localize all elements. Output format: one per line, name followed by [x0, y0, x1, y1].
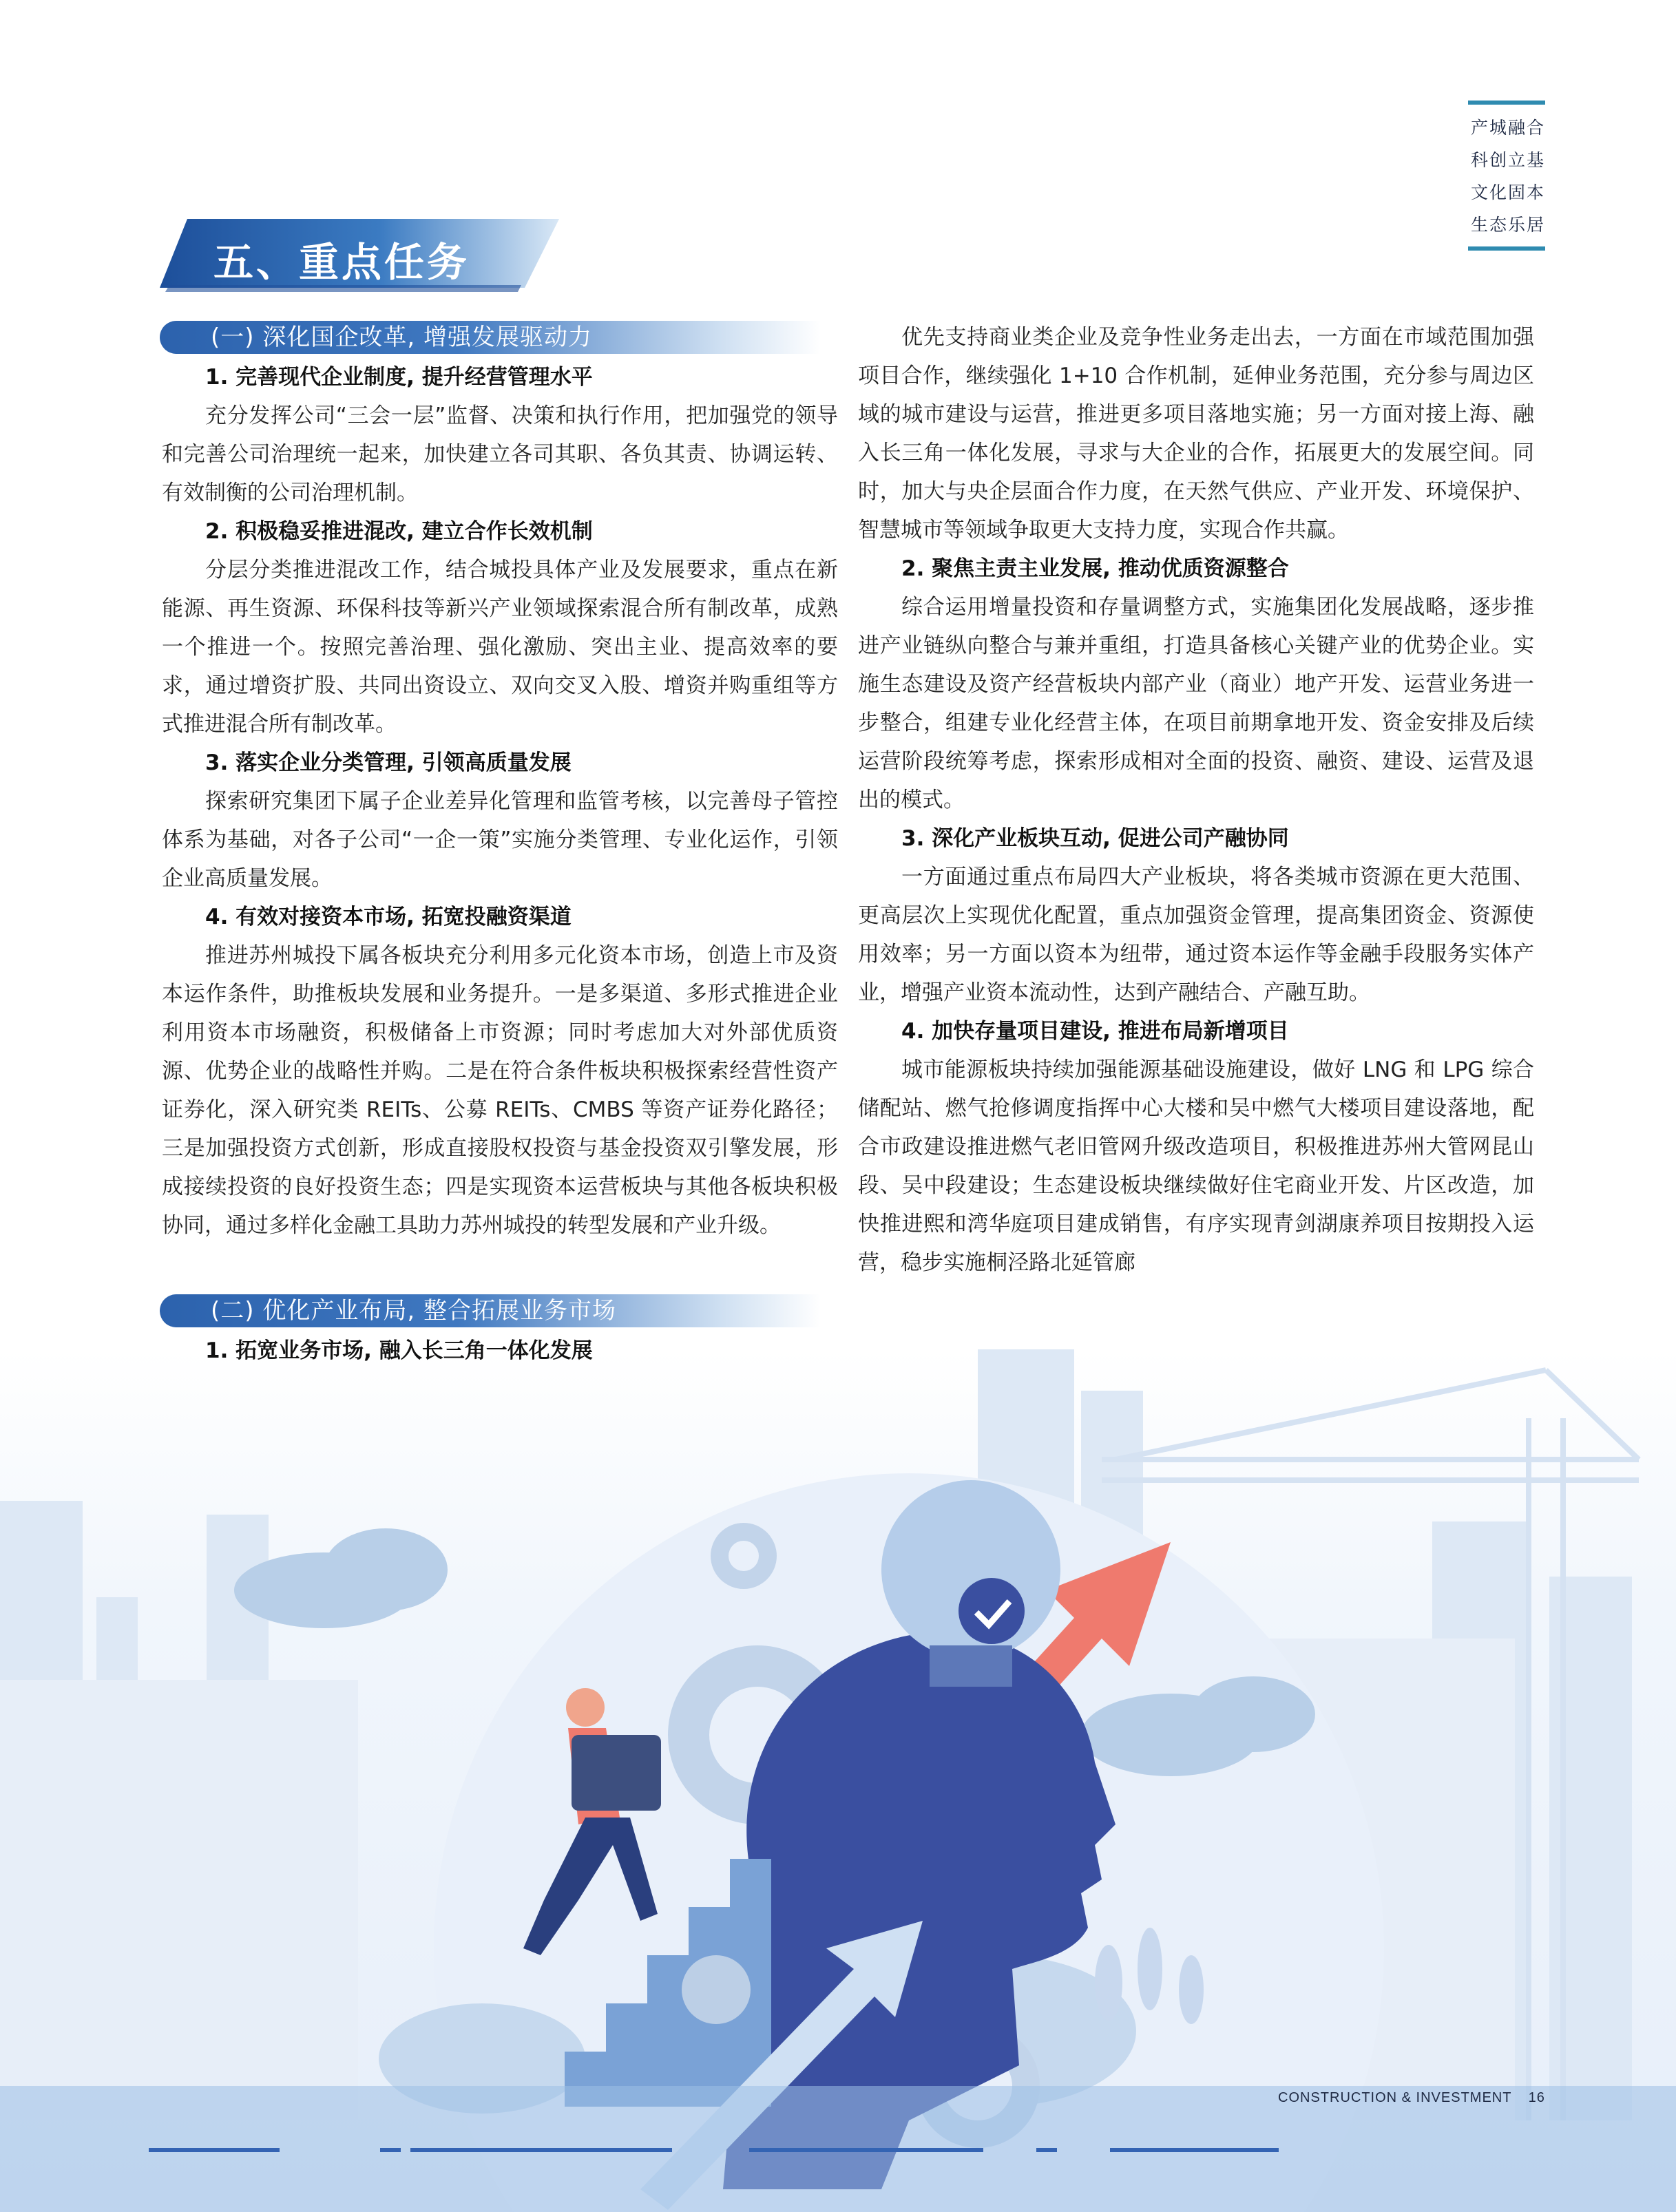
item-heading: 2. 聚焦主责主业发展, 推动优质资源整合: [901, 556, 1289, 581]
section-title: 五、重点任务: [213, 239, 470, 286]
item-heading: 4. 有效对接资本市场, 拓宽投融资渠道: [205, 905, 572, 929]
paragraph: 一方面通过重点布局四大产业板块，将各类城市资源在更大范围、更高层次上实现优化配置，重点加强资金管理，提高集团资金、资源使用效率；另一方面以资本为纽带，通过资本运作等金融手段服务实体产业，增强产业资本流动性，达到产融结合、产融互助。: [858, 865, 1534, 1005]
item-heading: 2. 积极稳妥推进混改, 建立合作长效机制: [205, 519, 593, 544]
page-footer: [1278, 2090, 1545, 2106]
item-heading: 1. 拓宽业务市场, 融入长三角一体化发展: [205, 1338, 593, 1363]
topic-tag: 产城融合: [1470, 118, 1545, 138]
decor-dash: [149, 2148, 280, 2152]
right-column: [858, 318, 1534, 1282]
paragraph: 城市能源板块持续加强能源基础设施建设，做好 LNG 和 LPG 综合储配站、燃气抢修调度指挥中心大楼和吴中燃气大楼项目建设落地，配合市政建设推进燃气老旧管网升级改造项目，积极推进苏州大管网昆山段、吴中段建设；生态建设板块继续做好住宅商业开发、片区改造，加快推进熙和湾华庭项目建成销售，有序实现青剑湖康养项目按期投入运营，稳步实施桐泾路北延管廊: [858, 1057, 1534, 1275]
growth-illustration: [0, 1308, 1676, 2212]
subsection-bar: (一) 深化国企改革, 增强发展驱动力: [160, 321, 821, 354]
left-column: [162, 358, 838, 1245]
item-heading: 3. 落实企业分类管理, 引领高质量发展: [205, 750, 572, 775]
paragraph: 分层分类推进混改工作，结合城投具体产业及发展要求，重点在新能源、再生资源、环保科技等新兴产业领域探索混合所有制改革，成熟一个推进一个。按照完善治理、强化激励、突出主业、提高效率的要求，通过增资扩股、共同出资设立、双向交叉入股、增资并购重组等方式推进混合所有制改革。: [162, 558, 838, 737]
item-heading: 3. 深化产业板块互动, 促进公司产融协同: [901, 826, 1289, 851]
magazine-name: CONSTRUCTION & INVESTMENT: [1278, 2090, 1512, 2105]
decor-dash: [410, 2148, 672, 2152]
decor-dash: [1036, 2148, 1057, 2152]
decor-dash: [1110, 2148, 1279, 2152]
paragraph: 优先支持商业类企业及竞争性业务走出去，一方面在市域范围加强项目合作，继续强化 1+10 合作机制，延伸业务范围，充分参与周边区域的城市建设与运营，推进更多项目落地实施；另一方面对接上海、融入长三角一体化发展，寻求与大企业的合作，拓展更大的发展空间。同时，加大与央企层面合作力度，在天然气供应、产业开发、环境保护、智慧城市等领域争取更大支持力度，实现合作共赢。: [858, 325, 1534, 543]
topic-tags: [1468, 101, 1545, 251]
decor-dash: [749, 2148, 983, 2152]
paragraph: 综合运用增量投资和存量调整方式，实施集团化发展战略，逐步推进产业链纵向整合与兼并重组，打造具备核心关键产业的优势企业。实施生态建设及资产经营板块内部产业（商业）地产开发、运营业务进一步整合，组建专业化经营主体，在项目前期拿地开发、资金安排及后续运营阶段统筹考虑，探索形成相对全面的投资、融资、建设、运营及退出的模式。: [858, 595, 1534, 812]
decor-dash: [380, 2148, 401, 2152]
item-heading: 4. 加快存量项目建设, 推进布局新增项目: [901, 1019, 1289, 1044]
paragraph: 推进苏州城投下属各板块充分利用多元化资本市场，创造上市及资本运作条件，助推板块发展和业务提升。一是多渠道、多形式推进企业利用资本市场融资，积极储备上市资源；同时考虑加大对外部优质资源、优势企业的战略性并购。二是在符合条件板块积极探索经营性资产证券化，深入研究类 REITs、公募 REITs、CMBS 等资产证券化路径；三是加强投资方式创新，形成直接股权投资与基金投资双引擎发展，形成接续投资的良好投资生态；四是实现资本运营板块与其他各板块积极协同，通过多样化金融工具助力苏州城投的转型发展和产业升级。: [162, 943, 838, 1238]
topic-tag: 文化固本: [1470, 182, 1545, 202]
topic-tag: 生态乐居: [1470, 215, 1545, 235]
topic-tag: 科创立基: [1470, 150, 1545, 170]
left-column-tail: [162, 1331, 838, 1370]
paragraph: 充分发挥公司“三会一层”监督、决策和执行作用，把加强党的领导和完善公司治理统一起来，加快建立各司其职、各负其责、协调运转、有效制衡的公司治理机制。: [162, 403, 838, 505]
subsection-bar: (二) 优化产业布局, 整合拓展业务市场: [160, 1294, 821, 1327]
paragraph: 探索研究集团下属子企业差异化管理和监管考核，以完善母子管控体系为基础，对各子公司“一企一策”实施分类管理、专业化运作，引领企业高质量发展。: [162, 789, 838, 891]
section-banner: [160, 219, 566, 295]
item-heading: 1. 完善现代企业制度, 提升经营管理水平: [205, 365, 593, 390]
page-number: 16: [1528, 2090, 1545, 2105]
